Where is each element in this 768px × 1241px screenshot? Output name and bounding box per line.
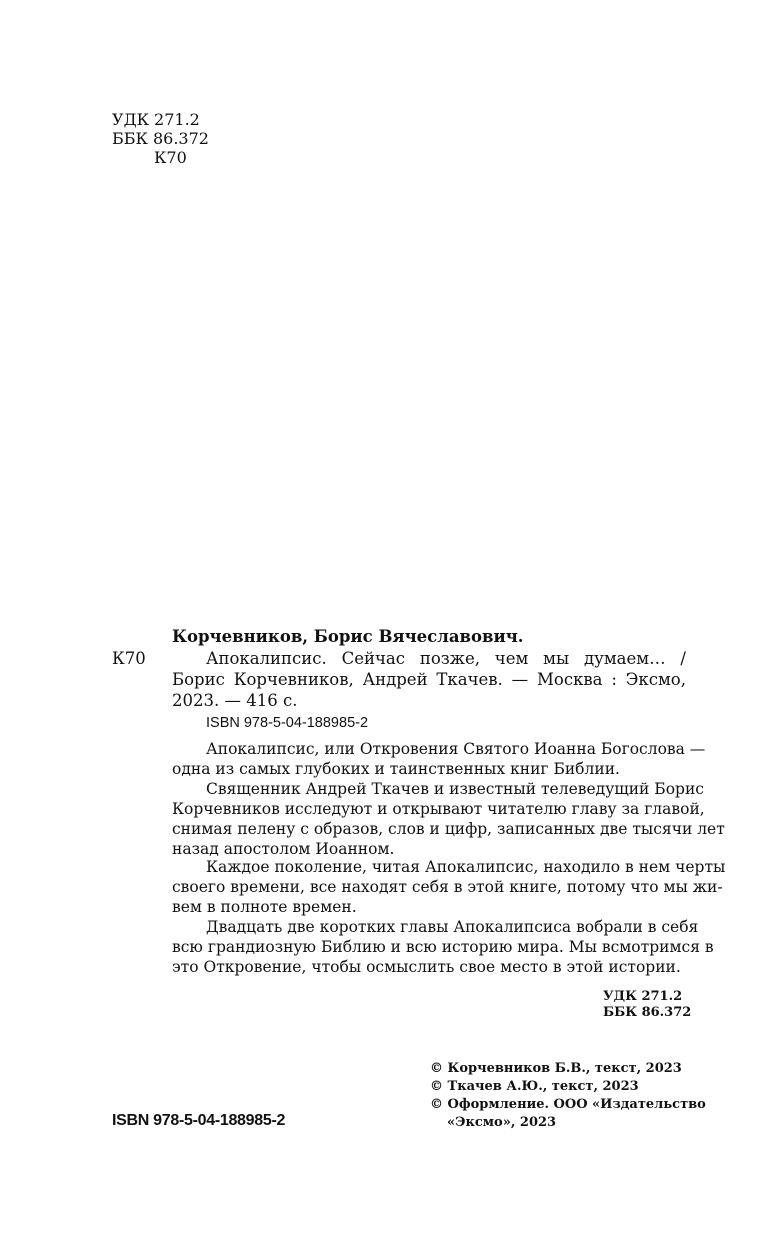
- annotation-line: Священник Андрей Ткачев и известный телеведущий Борис: [206, 780, 704, 798]
- top-author-mark: К70: [154, 148, 187, 167]
- annotation-line: Каждое поколение, читая Апокалипсис, находило в нем черты: [206, 858, 726, 876]
- annotation-line: Двадцать две коротких главы Апокалипсиса вобрали в себя: [206, 918, 699, 936]
- copyright-line: © Оформление. ООО «Издательство: [430, 1097, 706, 1112]
- catalog-author-mark: К70: [112, 649, 146, 668]
- annotation-line: своего времени, все находят себя в этой книге, потому что мы жи-: [172, 878, 723, 896]
- catalog-author-heading: Корчевников, Борис Вячеславович.: [172, 627, 524, 646]
- catalog-entry-line: 2023. — 416 с.: [172, 691, 298, 710]
- catalog-entry-line: Апокалипсис. Сейчас позже, чем мы думаем… /: [206, 649, 686, 668]
- catalog-isbn: ISBN 978-5-04-188985-2: [206, 715, 369, 731]
- copyright-line: © Корчевников Б.В., текст, 2023: [430, 1061, 682, 1076]
- annotation-line: одна из самых глубоких и таинственных книг Библии.: [172, 760, 620, 778]
- annotation-line: Корчевников исследуют и открывают читателю главу за главой,: [172, 800, 705, 818]
- bottom-bbk-code: ББК 86.372: [603, 1005, 692, 1020]
- annotation-line: снимая пелену с образов, слов и цифр, записанных две тысячи лет: [172, 820, 725, 838]
- annotation-line: вем в полноте времен.: [172, 898, 357, 916]
- annotation-line: назад апостолом Иоанном.: [172, 840, 395, 858]
- catalog-entry-line: Борис Корчевников, Андрей Ткачев. — Москва : Эксмо,: [172, 670, 686, 689]
- top-udk-code: УДК 271.2: [112, 110, 200, 129]
- top-bbk-code: ББК 86.372: [112, 129, 209, 148]
- isbn-bottom: ISBN 978-5-04-188985-2: [112, 1112, 286, 1129]
- copyright-line: «Эксмо», 2023: [447, 1115, 557, 1130]
- annotation-line: это Откровение, чтобы осмыслить свое место в этой истории.: [172, 958, 681, 976]
- copyright-line: © Ткачев А.Ю., текст, 2023: [430, 1079, 639, 1094]
- annotation-line: всю грандиозную Библию и всю историю мира. Мы всмотримся в: [172, 938, 714, 956]
- annotation-line: Апокалипсис, или Откровения Святого Иоанна Богослова —: [206, 740, 706, 758]
- bottom-udk-code: УДК 271.2: [603, 989, 683, 1004]
